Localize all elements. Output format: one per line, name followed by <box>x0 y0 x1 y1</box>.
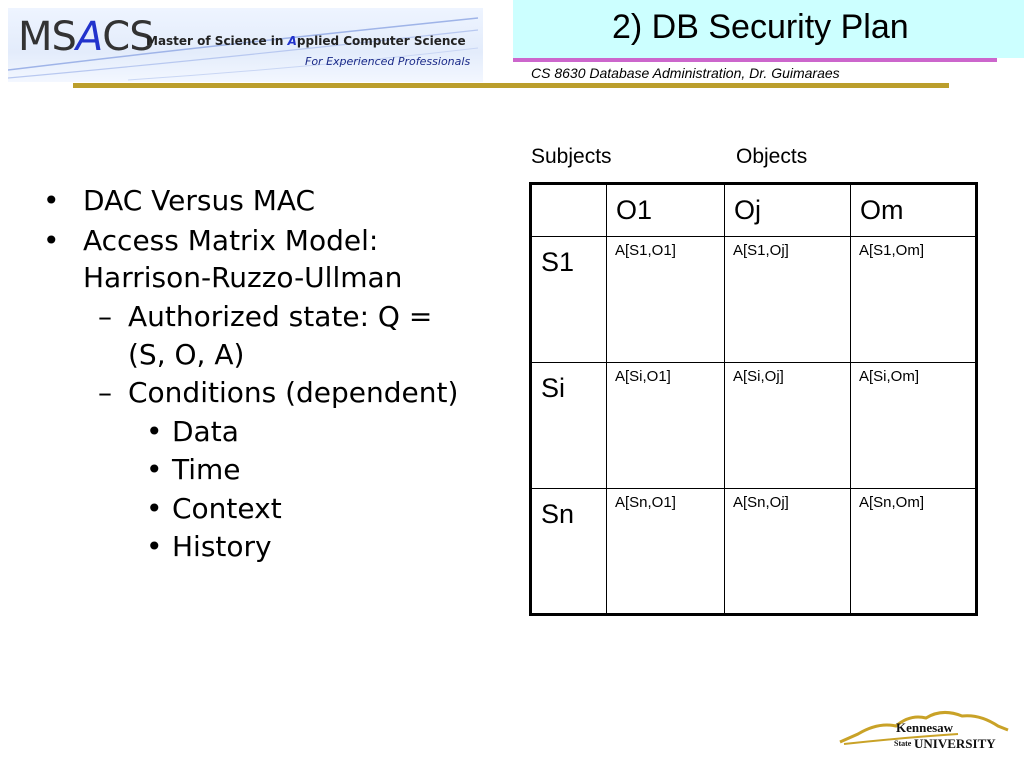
ksu-university: UNIVERSITY <box>914 736 996 751</box>
table-cell: A[Sn,Om] <box>851 489 977 615</box>
column-header: Om <box>851 184 977 237</box>
logo-tagline-rest: pplied Computer Science <box>296 34 466 48</box>
logo-a: A <box>75 14 103 60</box>
table-cell: A[Sn,O1] <box>607 489 725 615</box>
column-header: Oj <box>725 184 851 237</box>
table-cell: A[Sn,Oj] <box>725 489 851 615</box>
bullet-marker: • <box>146 530 163 563</box>
sub-sub-bullet-text: Time <box>172 453 241 486</box>
logo-cs: CS <box>102 14 154 60</box>
bullet-marker: • <box>146 453 163 486</box>
table-cell: A[Si,Oj] <box>725 363 851 489</box>
table-cell: A[S1,Oj] <box>725 237 851 363</box>
sub-sub-bullet-text: Context <box>172 492 282 525</box>
bullet-text: DAC Versus MAC <box>83 184 316 217</box>
access-matrix-table <box>529 182 978 616</box>
row-header: Sn <box>531 489 607 615</box>
row-header: S1 <box>531 237 607 363</box>
bullet-marker: • <box>43 184 60 217</box>
sub-bullet-text: Conditions (dependent) <box>128 376 459 409</box>
bullet-text: Harrison-Ruzzo-Ullman <box>83 261 403 294</box>
kennesaw-state-logo <box>838 704 1010 756</box>
logo-subtitle: For Experienced Professionals <box>305 55 471 68</box>
ksu-state: State <box>894 739 912 748</box>
dash-marker: – <box>98 300 112 333</box>
title-underline <box>513 58 997 62</box>
logo-ms: MS <box>18 14 76 60</box>
table-row <box>531 237 977 363</box>
logo-tagline-a: A <box>287 34 297 48</box>
sub-bullet-text: (S, O, A) <box>128 338 245 371</box>
mountain-icon <box>838 704 1010 756</box>
subjects-label: Subjects <box>531 145 612 168</box>
table-cell: A[Si,O1] <box>607 363 725 489</box>
sub-sub-bullet-text: History <box>172 530 272 563</box>
column-header: O1 <box>607 184 725 237</box>
table-row <box>531 489 977 615</box>
row-header: Si <box>531 363 607 489</box>
table-corner-cell <box>531 184 607 237</box>
table-cell: A[S1,O1] <box>607 237 725 363</box>
bullet-marker: • <box>146 415 163 448</box>
course-subtitle: CS 8630 Database Administration, Dr. Guimaraes <box>531 65 840 81</box>
table-row <box>531 363 977 489</box>
table-cell: A[S1,Om] <box>851 237 977 363</box>
sub-bullet-text: Authorized state: Q = <box>128 300 433 333</box>
objects-label: Objects <box>736 145 808 168</box>
logo-tagline-prefix: Master of Science in <box>146 34 288 48</box>
bullet-text: Access Matrix Model: <box>83 224 379 257</box>
bullet-marker: • <box>43 224 60 257</box>
bullet-marker: • <box>146 492 163 525</box>
sub-sub-bullet-text: Data <box>172 415 239 448</box>
slide-title: 2) DB Security Plan <box>612 8 909 46</box>
table-cell: A[Si,Om] <box>851 363 977 489</box>
bullet-list <box>0 0 512 600</box>
table-header-row <box>531 184 977 237</box>
dash-marker: – <box>98 376 112 409</box>
ksu-line1: Kennesaw <box>896 720 954 735</box>
